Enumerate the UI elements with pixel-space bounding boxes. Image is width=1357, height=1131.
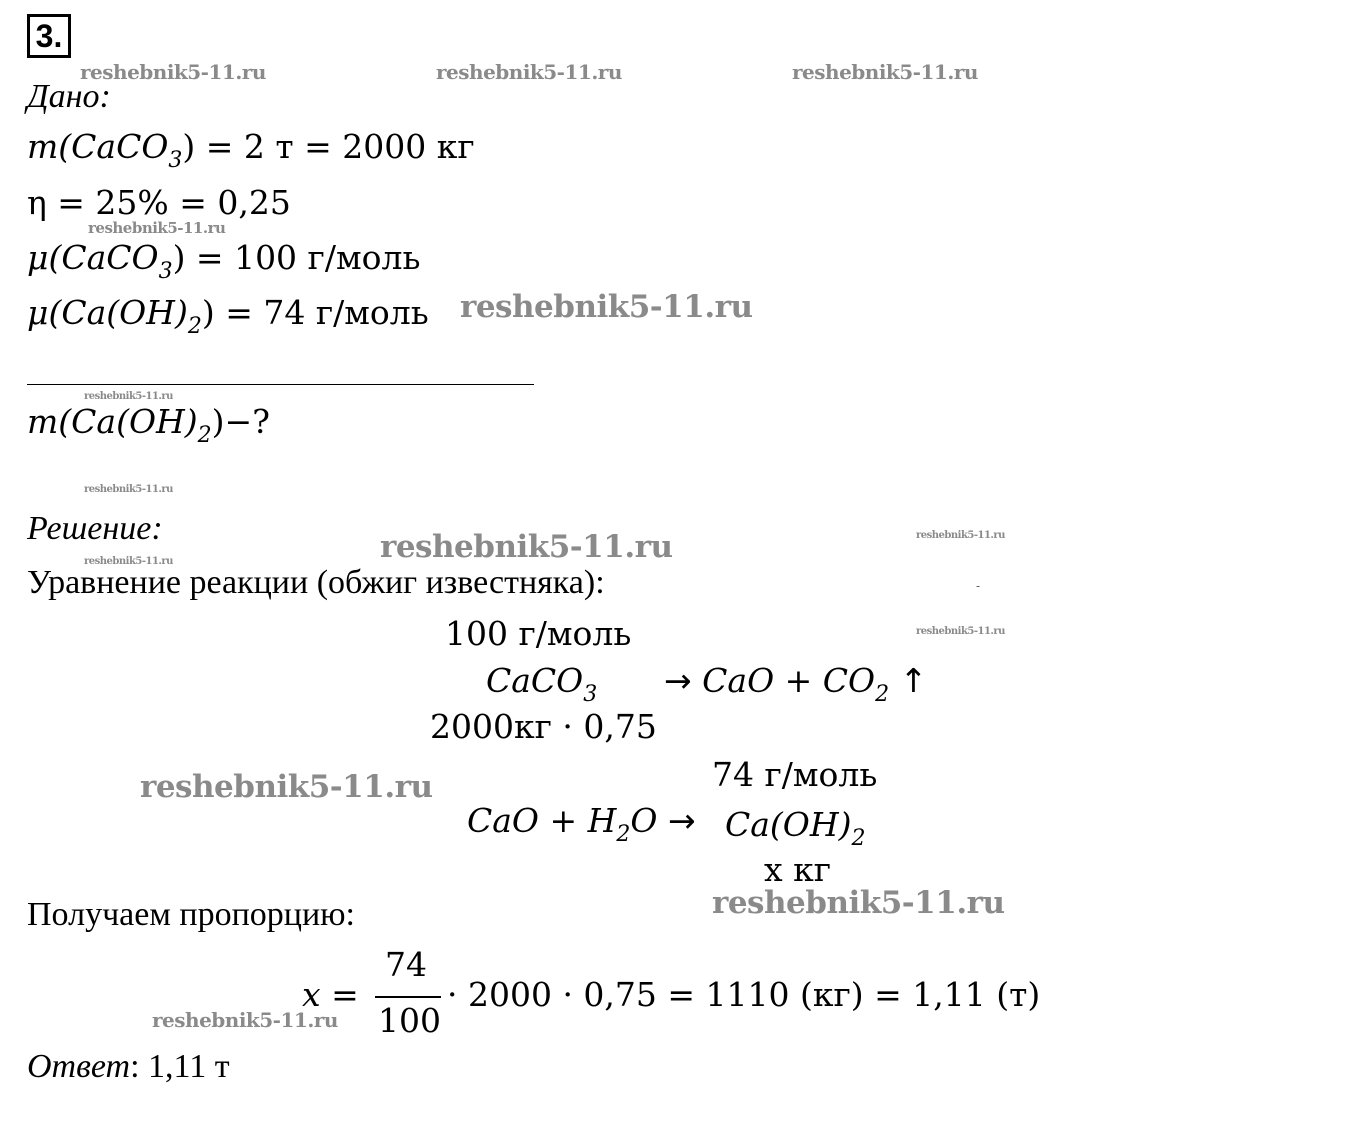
- proportion-rhs: · 2000 · 0,75 = 1110 (кг) = 1,11 (т): [447, 975, 1041, 1014]
- watermark: reshebnik5-11.ru: [140, 769, 433, 805]
- reaction1-reactant-formula: CaCO: [486, 661, 584, 700]
- reaction1-products-formula: CaO + CO: [702, 661, 876, 700]
- watermark: reshebnik5-11.ru: [88, 219, 226, 237]
- answer-value: : 1,11 т: [130, 1048, 230, 1085]
- proportion-intro: Получаем пропорцию:: [27, 896, 355, 933]
- watermark: reshebnik5-11.ru: [152, 1008, 338, 1032]
- fraction-bar: [375, 996, 441, 998]
- given-label: Дано:: [27, 78, 111, 115]
- watermark: reshebnik5-11.ru: [916, 530, 1005, 541]
- watermark: reshebnik5-11.ru: [84, 556, 173, 567]
- proportion-x: x =: [302, 975, 359, 1014]
- watermark: reshebnik5-11.ru: [916, 626, 1005, 637]
- watermark: reshebnik5-11.ru: [80, 60, 266, 84]
- reaction2-reactants: [467, 801, 696, 847]
- answer: [27, 1050, 230, 1084]
- watermark: reshebnik5-11.ru: [712, 885, 1005, 921]
- given-mu-caco3: [27, 238, 421, 284]
- reaction2-lhs-b: O: [630, 801, 658, 840]
- reaction2-lhs-sub: 2: [616, 822, 631, 847]
- given-mass-rhs: ) = 2 т = 2000 кг: [182, 127, 475, 166]
- proportion-lhs: [302, 975, 359, 1014]
- reaction1-products-sub: 2: [875, 682, 890, 707]
- find-rhs: )−?: [211, 402, 270, 441]
- find-lhs: m(Ca(OH): [27, 402, 198, 441]
- watermark: reshebnik5-11.ru: [84, 484, 173, 495]
- reaction1-arrow: →: [664, 661, 692, 700]
- given-mass-sub: 3: [168, 148, 183, 173]
- reaction2-product-sub: 2: [851, 826, 866, 851]
- given-mu1-rhs: ) = 100 г/моль: [172, 238, 421, 277]
- given-mu1-sub: 3: [158, 259, 173, 284]
- given-mu2-lhs: μ(Ca(OH): [27, 293, 188, 332]
- find-sub: 2: [197, 423, 212, 448]
- problem-number: 3.: [27, 14, 71, 58]
- reaction1-reactant: [486, 661, 598, 707]
- reaction1-products: [664, 661, 928, 707]
- given-mass: [27, 127, 475, 173]
- given-mu1-lhs: μ(CaCO: [27, 238, 159, 277]
- watermark: reshebnik5-11.ru: [436, 60, 622, 84]
- given-divider: [27, 384, 534, 385]
- reaction1-amount: 2000кг · 0,75: [430, 707, 657, 746]
- answer-label: Ответ: [27, 1048, 131, 1085]
- solution-label: Решение:: [27, 510, 163, 547]
- reaction2-product-formula: Ca(OH): [725, 805, 852, 844]
- given-mass-lhs: m(CaCO: [27, 127, 169, 166]
- given-mu2-sub: 2: [187, 314, 202, 339]
- reaction2-unknown: x кг: [764, 850, 832, 889]
- watermark: reshebnik5-11.ru: [792, 60, 978, 84]
- reaction2-arrow: →: [667, 801, 696, 840]
- given-eta: η = 25% = 0,25: [27, 183, 291, 222]
- watermark: reshebnik5-11.ru: [84, 391, 173, 402]
- watermark: reshebnik5-11.ru: [380, 529, 673, 565]
- reaction2-lhs-a: CaO + H: [467, 801, 617, 840]
- given-mu2-rhs: ) = 74 г/моль: [201, 293, 429, 332]
- reaction2-molar-mass: 74 г/моль: [712, 755, 878, 794]
- reaction2-product: [725, 805, 866, 851]
- reaction1-reactant-sub: 3: [583, 682, 598, 707]
- find-quantity: [27, 402, 270, 448]
- gas-arrow-icon: ↑: [899, 661, 928, 700]
- stray-mark: -: [976, 579, 981, 593]
- fraction-denominator: 100: [378, 1001, 441, 1040]
- reaction-intro: Уравнение реакции (обжиг известняка):: [27, 564, 605, 601]
- watermark: reshebnik5-11.ru: [460, 289, 753, 325]
- fraction-numerator: 74: [385, 945, 427, 984]
- reaction1-molar-mass: 100 г/моль: [445, 614, 632, 653]
- given-mu-caoh2: [27, 293, 429, 339]
